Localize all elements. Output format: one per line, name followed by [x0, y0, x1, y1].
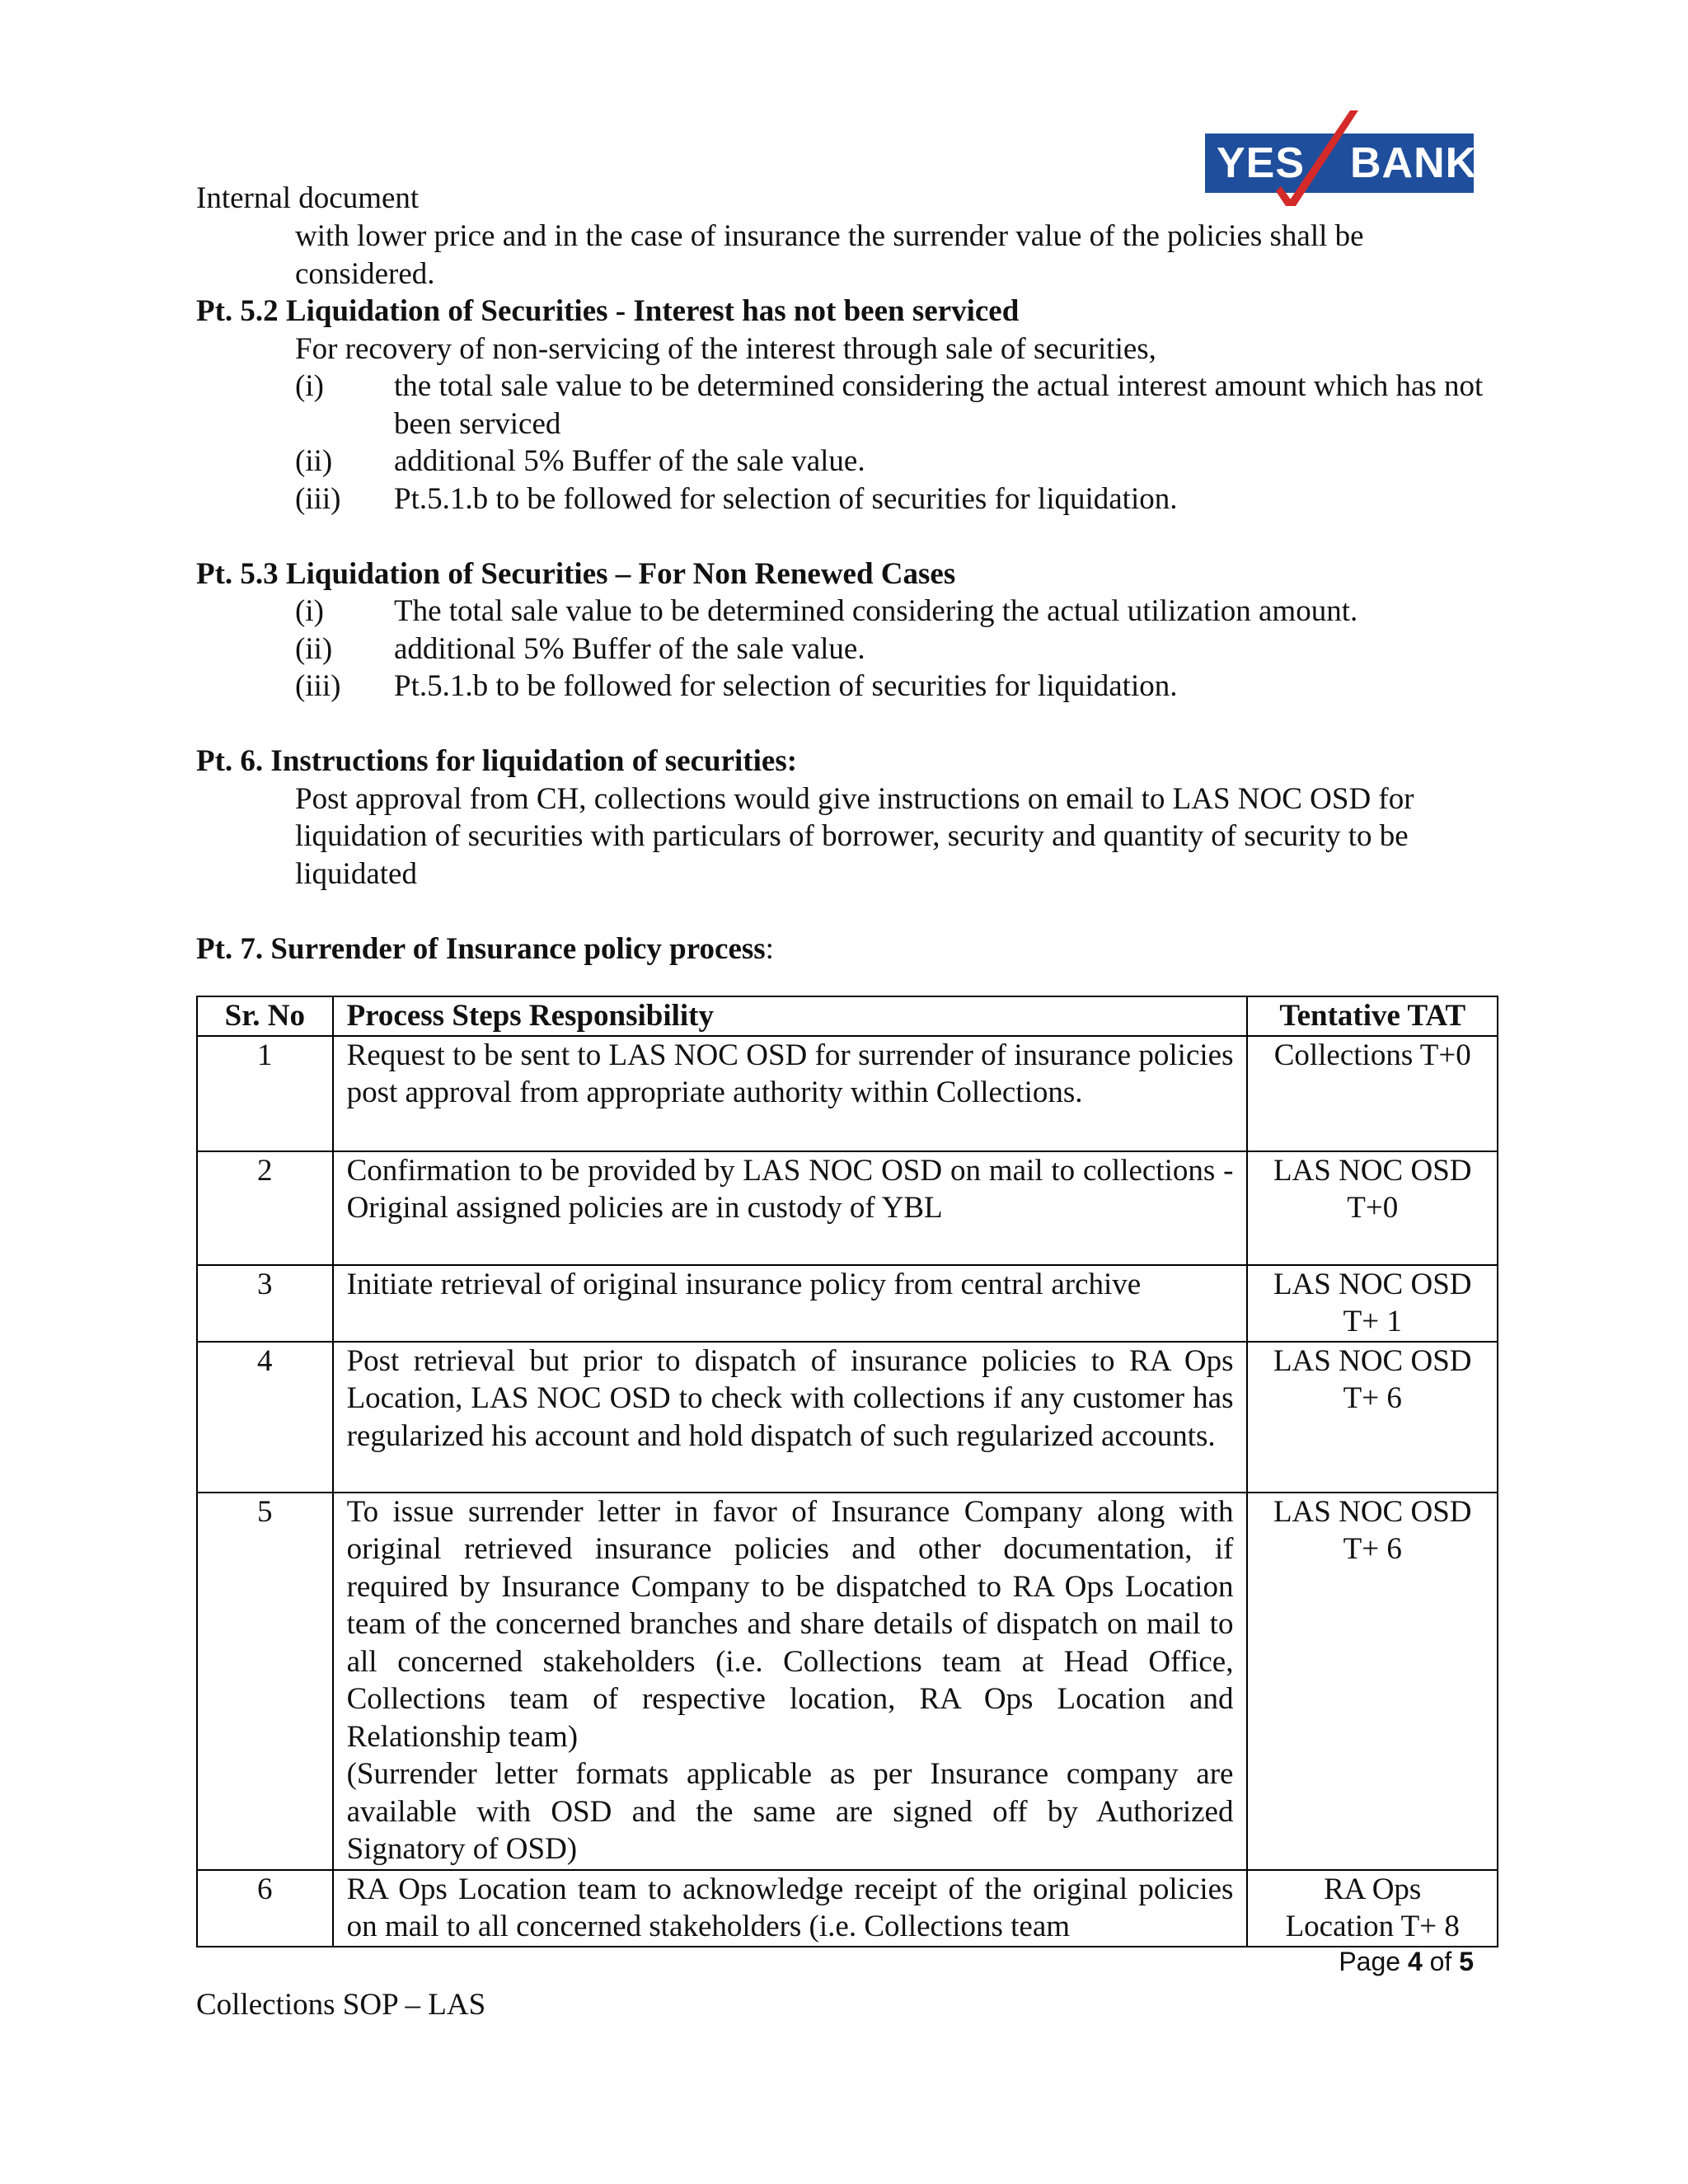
list-item	[196, 668, 1498, 705]
cell-process: Post retrieval but prior to dispatch of insurance policies to RA Ops Location, LAS NOC OSD to check with collections if any customer has regularized his account and hold dispatch of such regularized accounts.	[333, 1342, 1248, 1493]
section-7-colon: :	[765, 931, 774, 966]
footer-document-title: Collections SOP – LAS	[196, 1988, 486, 2022]
table-row	[197, 1036, 1498, 1151]
tat-line-2: T+0	[1347, 1191, 1399, 1225]
list-item-text: Pt.5.1.b to be followed for selection of securities for liquidation.	[394, 481, 1178, 516]
internal-document-label: Internal document	[196, 181, 420, 215]
cell-process: Request to be sent to LAS NOC OSD for surrender of insurance policies post approval from appropriate authority within Collections.	[333, 1036, 1248, 1151]
cell-process: RA Ops Location team to acknowledge receipt of the original policies on mail to all concerned stakeholders (i.e. Collections team	[333, 1870, 1248, 1947]
table-row	[197, 1870, 1498, 1947]
intro-line-2: considered.	[295, 256, 435, 291]
cell-sr-no: 1	[197, 1036, 333, 1151]
cell-tat	[1247, 1342, 1498, 1493]
table-row	[197, 1265, 1498, 1342]
cell-tat	[1247, 1151, 1498, 1265]
cell-sr-no: 6	[197, 1870, 333, 1947]
tat-line-1: LAS NOC OSD	[1273, 1494, 1472, 1529]
tat-line-1: RA Ops	[1324, 1872, 1422, 1906]
section-5-2-heading: Pt. 5.2 Liquidation of Securities - Interest has not been serviced	[196, 294, 1020, 328]
tat-line-1: LAS NOC OSD	[1273, 1267, 1472, 1301]
table-row	[197, 1342, 1498, 1493]
cell-process: Confirmation to be provided by LAS NOC OSD on mail to collections - Original assigned policies are in custody of YBL	[333, 1151, 1248, 1265]
cell-sr-no: 4	[197, 1342, 333, 1493]
page-total: 5	[1459, 1947, 1474, 1976]
list-item	[196, 368, 1498, 443]
cell-process	[333, 1493, 1248, 1870]
column-header-process: Process Steps Responsibility	[333, 996, 1248, 1036]
page-prefix: Page	[1339, 1947, 1401, 1976]
list-item-number: (ii)	[295, 631, 333, 666]
column-header-sr-no: Sr. No	[197, 996, 333, 1036]
list-item	[196, 480, 1498, 518]
list-item-number: (i)	[295, 594, 324, 628]
table-row	[197, 1151, 1498, 1265]
tat-line-1: Collections T+0	[1273, 1038, 1471, 1072]
logo-slash-icon	[1205, 110, 1474, 206]
yes-bank-logo	[1205, 110, 1478, 206]
list-item	[196, 443, 1498, 480]
list-item-text: additional 5% Buffer of the sale value.	[394, 631, 865, 666]
document-body	[196, 218, 1498, 968]
list-item-text: additional 5% Buffer of the sale value.	[394, 444, 865, 478]
table-header-row	[197, 996, 1498, 1036]
tat-line-1: LAS NOC OSD	[1273, 1343, 1472, 1378]
cell-tat	[1247, 1493, 1498, 1870]
list-item	[196, 593, 1498, 630]
list-item-number: (iii)	[295, 481, 341, 516]
page-number	[1319, 1945, 1474, 1978]
section-5-3-heading: Pt. 5.3 Liquidation of Securities – For Non Renewed Cases	[196, 556, 956, 591]
process-text: To issue surrender letter in favor of Insurance Company along with original retrieved insurance policies and other documentation, if required by Insurance Company to be dispatched to RA Ops Location team of the concerned branches and share details of dispatch on mail to all concerned stakeholders (i.e. Collections team at Head Office, Collections team of respective location, RA Ops Location and Relationship team)	[346, 1494, 1234, 1754]
column-header-tat: Tentative TAT	[1247, 996, 1498, 1036]
section-5-2-lead: For recovery of non-servicing of the interest through sale of securities,	[295, 331, 1156, 366]
logo-word-yes: YES	[1217, 139, 1306, 187]
section-6-heading: Pt. 6. Instructions for liquidation of securities:	[196, 744, 798, 778]
tat-line-2: T+ 6	[1343, 1381, 1402, 1415]
cell-sr-no: 5	[197, 1493, 333, 1870]
tat-line-2: Location T+ 8	[1285, 1910, 1460, 1943]
cell-tat	[1247, 1870, 1498, 1947]
insurance-surrender-process-table	[196, 996, 1498, 1947]
list-item-text: The total sale value to be determined considering the actual utilization amount.	[394, 594, 1358, 628]
process-note: (Surrender letter formats applicable as per Insurance company are available with OSD and the same are signed off by Authorized Signatory of OSD)	[346, 1757, 1234, 1866]
tat-line-2: T+ 6	[1343, 1532, 1402, 1566]
tat-line-1: LAS NOC OSD	[1273, 1153, 1472, 1188]
page-current: 4	[1407, 1947, 1423, 1976]
intro-line-1: with lower price and in the case of insurance the surrender value of the policies shall be	[295, 219, 1364, 253]
cell-tat	[1247, 1265, 1498, 1342]
table-row	[197, 1493, 1498, 1870]
cell-process: Initiate retrieval of original insurance policy from central archive	[333, 1265, 1248, 1342]
tat-line-2: T+ 1	[1343, 1305, 1402, 1338]
list-item	[196, 630, 1498, 668]
list-item-text: Pt.5.1.b to be followed for selection of securities for liquidation.	[394, 669, 1178, 703]
list-item-number: (ii)	[295, 444, 333, 478]
section-6-body: Post approval from CH, collections would give instructions on email to LAS NOC OSD for liquidation of securities with particulars of borrower, security and quantity of security to be liquidated	[295, 781, 1414, 891]
section-7-heading	[196, 930, 1498, 968]
cell-tat	[1247, 1036, 1498, 1151]
page-of: of	[1429, 1947, 1452, 1976]
list-item-number: (iii)	[295, 669, 341, 703]
list-item-text: the total sale value to be determined considering the actual interest amount which has not been serviced	[394, 369, 1484, 441]
cell-sr-no: 3	[197, 1265, 333, 1342]
logo-word-bank: BANK	[1350, 139, 1478, 187]
list-item-number: (i)	[295, 369, 324, 403]
cell-sr-no: 2	[197, 1151, 333, 1265]
section-7-title: Pt. 7. Surrender of Insurance policy process	[196, 931, 766, 966]
